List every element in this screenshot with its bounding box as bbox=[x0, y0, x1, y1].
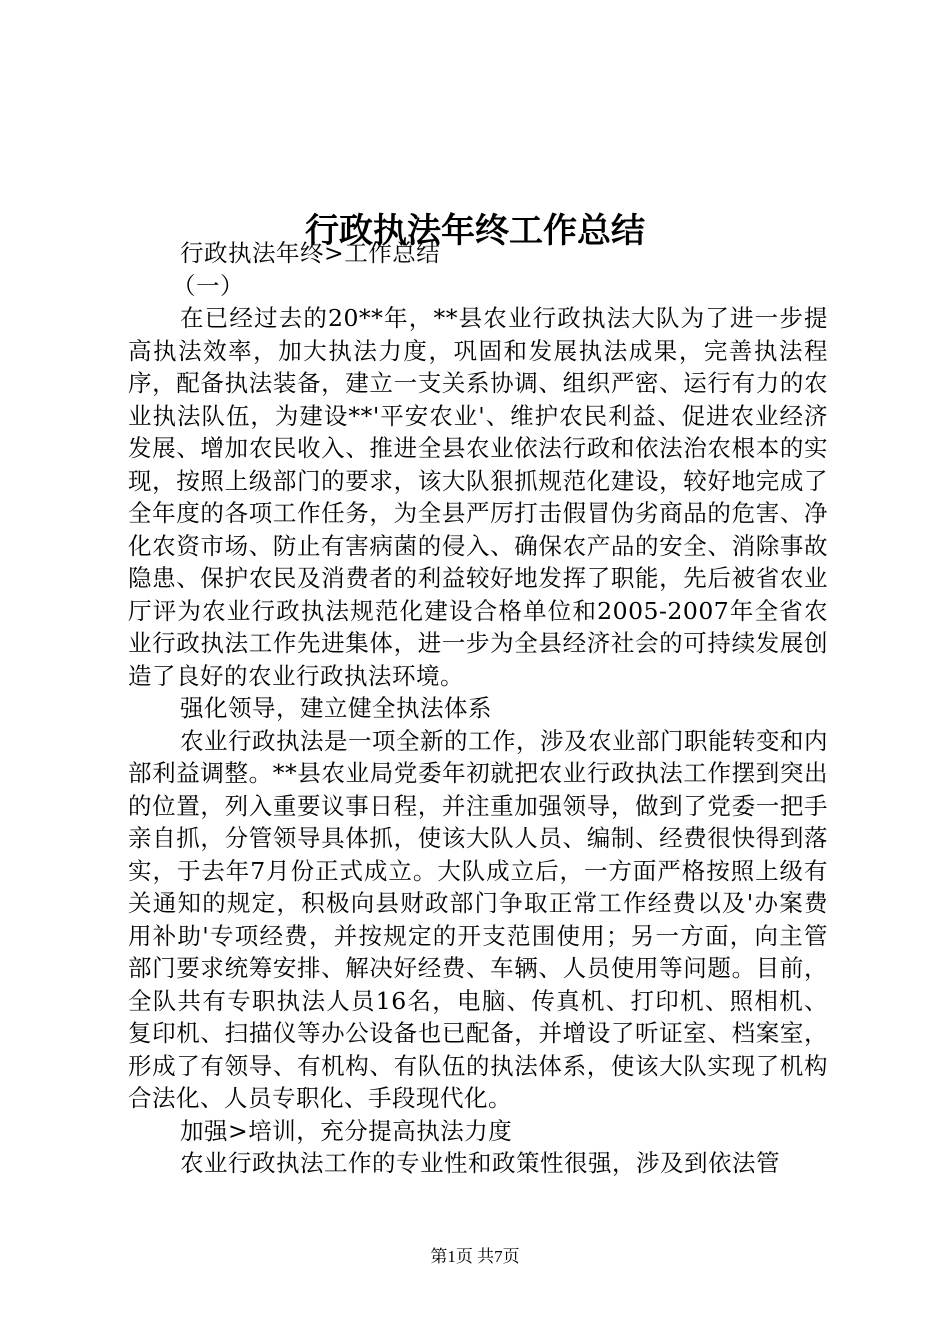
paragraph-leadership: 农业行政执法是一项全新的工作，涉及农业部门职能转变和内部利益调整。**县农业局党委年初就把农业行政执法工作摆到突出的位置，列入重要议事日程，并注重加强领导，做到了党委一把手亲自抓，分管领导具体抓，使该大队人员、编制、经费很快得到落实，于去年7月份正式成立。大队成立后，一方面严格按照上级有关通知的规定，积极向县财政部门争取正常工作经费以及'办案费用补助'专项经费，并按规定的开支范围使用；另一方面，向主管部门要求统筹安排、解决好经费、车辆、人员使用等问题。目前，全队共有专职执法人员16名，电脑、传真机、打印机、照相机、复印机、扫描仪等办公设备也已配备，并增设了听证室、档案室，形成了有领导、有机构、有队伍的执法体系，使该大队实现了机构合法化、人员专职化、手段现代化。 bbox=[128, 726, 828, 1112]
subtitle-line: 行政执法年终>工作总结 bbox=[180, 239, 441, 267]
section-heading-training: 加强>培训，充分提高执法力度 bbox=[180, 1116, 513, 1145]
section-number: （一） bbox=[172, 271, 244, 300]
paragraph-training: 农业行政执法工作的专业性和政策性很强，涉及到依法管 bbox=[180, 1149, 780, 1177]
section-heading-leadership: 强化领导，建立健全执法体系 bbox=[180, 694, 492, 722]
page-footer: 第1页 共7页 bbox=[430, 1247, 520, 1266]
document-title: 行政执法年终工作总结 bbox=[305, 210, 645, 251]
document-body bbox=[128, 237, 828, 1180]
paragraph-intro: 在已经过去的20**年，**县农业行政执法大队为了进一步提高执法效率，加大执法力度，巩固和发展执法成果，完善执法程序，配备执法装备，建立一支关系协调、组织严密、运行有力的农业执法队伍，为建设**'平安农业'、维护农民利益、促进农业经济发展、增加农民收入、推进全县农业依法行政和依法治农根本的实现，按照上级部门的要求，该大队狠抓规范化建设，较好地完成了全年度的各项工作任务，为全县严厉打击假冒伪劣商品的危害、净化农资市场、防止有害病菌的侵入、确保农产品的安全、消除事故隐患、保护农民及消费者的利益较好地发挥了职能，先后被省农业厅评为农业行政执法规范化建设合格单位和2005-2007年全省农业行政执法工作先进集体，进一步为全县经济社会的可持续发展创造了良好的农业行政执法环境。 bbox=[128, 304, 828, 690]
